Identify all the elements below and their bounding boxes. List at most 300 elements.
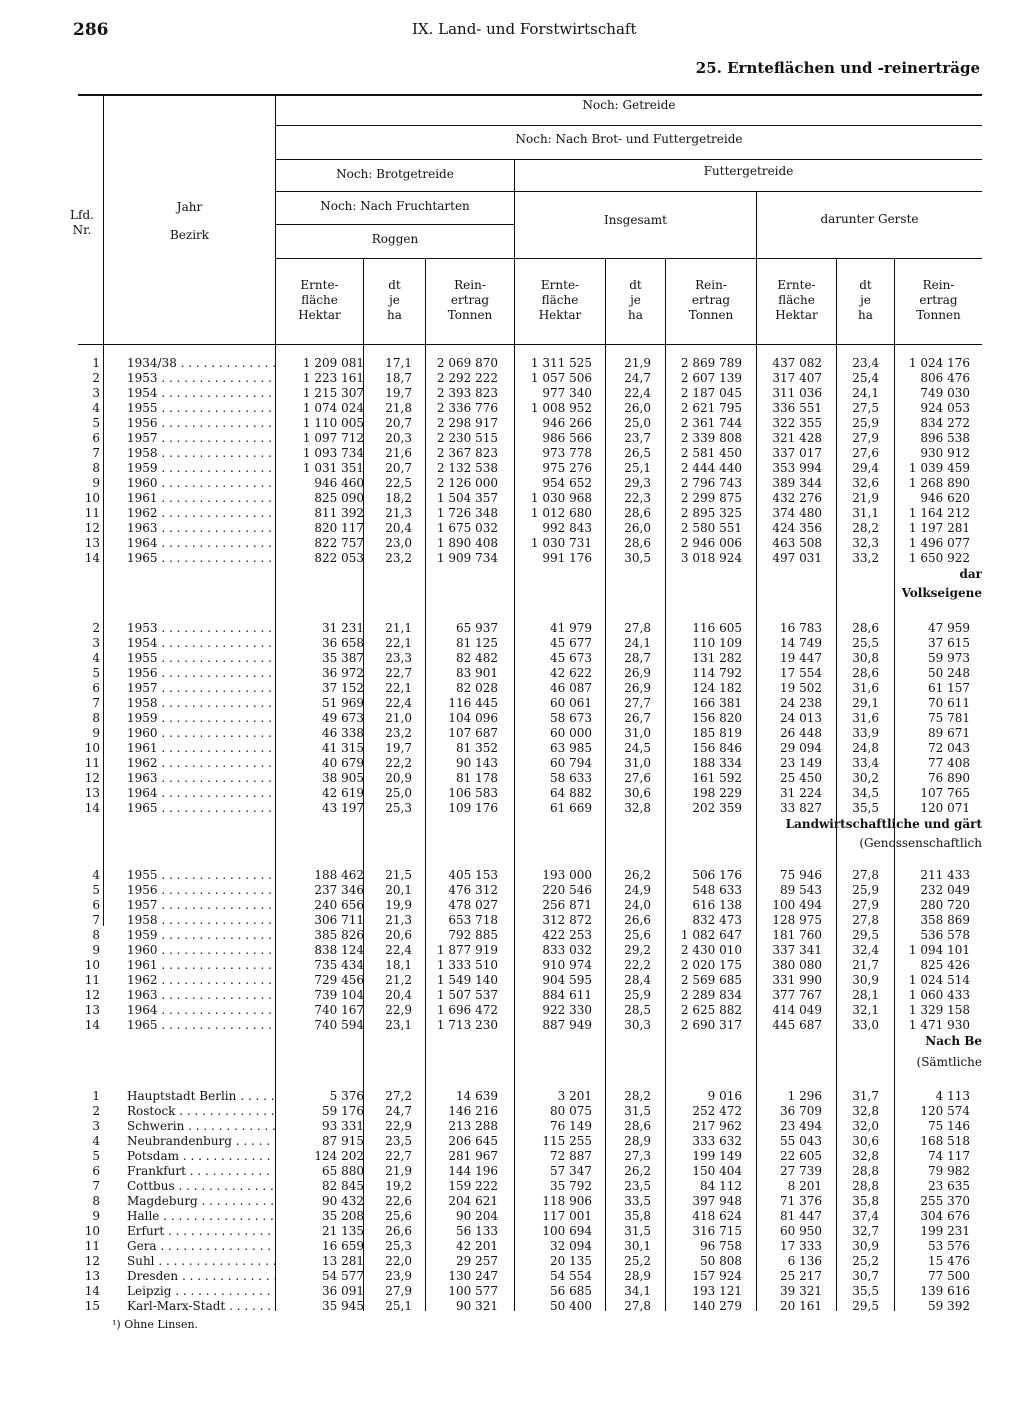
cell-gerste-dt: 28,2 xyxy=(852,521,879,535)
cell-lfd-nr: 4 xyxy=(92,651,100,665)
cell-lfd-nr: 2 xyxy=(92,1104,100,1118)
cell-gerste-dt: 32,8 xyxy=(852,1149,879,1163)
table-row xyxy=(0,446,1024,461)
cell-gerste-dt: 33,9 xyxy=(852,726,879,740)
table-row xyxy=(0,741,1024,756)
cell-roggen-ertrag: 1 726 348 xyxy=(436,506,498,520)
table-row xyxy=(0,1134,1024,1149)
cell-gerste-ertrag: 1 164 212 xyxy=(908,506,970,520)
cell-jahr-bezirk: 1956 . . . xyxy=(127,883,275,898)
cell-roggen-flaeche: 740 167 xyxy=(314,1003,364,1017)
cell-jahr-bezirk: Frankfurt . . . xyxy=(127,1164,275,1179)
cell-insgesamt-flaeche: 60 000 xyxy=(550,726,592,740)
cell-jahr-bezirk: 1956 . . . xyxy=(127,416,275,431)
table-row xyxy=(0,711,1024,726)
cell-jahr-bezirk: 1955 . . . xyxy=(127,868,275,883)
cell-jahr-bezirk: 1955 . . . xyxy=(127,401,275,416)
cell-insgesamt-dt: 26,2 xyxy=(624,1164,651,1178)
cell-gerste-flaeche: 337 341 xyxy=(772,943,822,957)
cell-lfd-nr: 14 xyxy=(84,1284,100,1298)
cell-jahr-bezirk: 1957 . . . xyxy=(127,431,275,446)
cell-roggen-dt: 18,2 xyxy=(385,491,412,505)
cell-gerste-dt: 34,5 xyxy=(852,786,879,800)
cell-roggen-ertrag: 1 549 140 xyxy=(436,973,498,987)
cell-roggen-dt: 20,4 xyxy=(385,521,412,535)
header-roggen: Roggen xyxy=(371,232,419,246)
cell-gerste-dt: 30,7 xyxy=(852,1269,879,1283)
cell-gerste-flaeche: 14 749 xyxy=(780,636,822,650)
cell-gerste-dt: 27,8 xyxy=(852,913,879,927)
cell-jahr-bezirk: 1957 . . . xyxy=(127,898,275,913)
cell-insgesamt-flaeche: 1 311 525 xyxy=(530,356,592,370)
cell-roggen-dt: 21,2 xyxy=(385,973,412,987)
table-row xyxy=(0,401,1024,416)
cell-lfd-nr: 13 xyxy=(84,1003,100,1017)
cell-gerste-dt: 24,1 xyxy=(852,386,879,400)
cell-jahr-bezirk: Magdeburg . . . xyxy=(127,1194,275,1209)
cell-insgesamt-dt: 30,6 xyxy=(624,786,651,800)
section-caption: dar xyxy=(959,567,982,581)
cell-insgesamt-flaeche: 60 794 xyxy=(550,756,592,770)
cell-gerste-flaeche: 353 994 xyxy=(772,461,822,475)
cell-insgesamt-dt: 26,0 xyxy=(624,401,651,415)
cell-roggen-flaeche: 1 031 351 xyxy=(302,461,364,475)
cell-insgesamt-flaeche: 975 276 xyxy=(542,461,592,475)
cell-roggen-ertrag: 82 028 xyxy=(456,681,498,695)
table-row xyxy=(0,1194,1024,1209)
cell-roggen-ertrag: 2 393 823 xyxy=(436,386,498,400)
cell-jahr-bezirk: Erfurt . . . xyxy=(127,1224,275,1239)
cell-insgesamt-ertrag: 9 016 xyxy=(707,1089,742,1103)
cell-insgesamt-dt: 34,1 xyxy=(624,1284,651,1298)
table-row xyxy=(0,551,1024,566)
cell-gerste-dt: 27,9 xyxy=(852,431,879,445)
cell-insgesamt-flaeche: 32 094 xyxy=(550,1239,592,1253)
cell-gerste-flaeche: 331 990 xyxy=(772,973,822,987)
table-row xyxy=(0,1209,1024,1224)
table-row xyxy=(0,973,1024,988)
cell-roggen-ertrag: 476 312 xyxy=(448,883,498,897)
cell-insgesamt-dt: 35,8 xyxy=(624,1209,651,1223)
table-row xyxy=(0,883,1024,898)
cell-insgesamt-dt: 28,5 xyxy=(624,1003,651,1017)
cell-insgesamt-dt: 27,7 xyxy=(624,696,651,710)
cell-roggen-ertrag: 1 890 408 xyxy=(436,536,498,550)
cell-insgesamt-flaeche: 46 087 xyxy=(550,681,592,695)
cell-roggen-dt: 18,1 xyxy=(385,958,412,972)
cell-lfd-nr: 12 xyxy=(84,521,100,535)
cell-roggen-dt: 19,7 xyxy=(385,386,412,400)
table-row xyxy=(0,681,1024,696)
cell-insgesamt-ertrag: 2 444 440 xyxy=(680,461,742,475)
cell-insgesamt-flaeche: 193 000 xyxy=(542,868,592,882)
cell-gerste-flaeche: 1 296 xyxy=(787,1089,822,1103)
cell-insgesamt-flaeche: 1 030 731 xyxy=(530,536,592,550)
cell-lfd-nr: 12 xyxy=(84,988,100,1002)
cell-insgesamt-dt: 28,9 xyxy=(624,1134,651,1148)
cell-insgesamt-ertrag: 96 758 xyxy=(700,1239,742,1253)
cell-insgesamt-ertrag: 161 592 xyxy=(692,771,742,785)
cell-gerste-ertrag: 924 053 xyxy=(920,401,970,415)
cell-lfd-nr: 6 xyxy=(92,1164,100,1178)
cell-gerste-ertrag: 358 869 xyxy=(920,913,970,927)
cell-gerste-flaeche: 31 224 xyxy=(780,786,822,800)
table-row xyxy=(0,913,1024,928)
cell-insgesamt-dt: 22,2 xyxy=(624,958,651,972)
table-row xyxy=(0,1284,1024,1299)
cell-roggen-flaeche: 21 135 xyxy=(322,1224,364,1238)
cell-lfd-nr: 9 xyxy=(92,1209,100,1223)
cell-insgesamt-ertrag: 506 176 xyxy=(692,868,742,882)
cell-lfd-nr: 5 xyxy=(92,883,100,897)
cell-gerste-dt: 32,1 xyxy=(852,1003,879,1017)
cell-gerste-flaeche: 437 082 xyxy=(772,356,822,370)
cell-insgesamt-dt: 27,3 xyxy=(624,1149,651,1163)
cell-roggen-flaeche: 42 619 xyxy=(322,786,364,800)
cell-insgesamt-dt: 27,6 xyxy=(624,771,651,785)
cell-jahr-bezirk: 1965 . . . xyxy=(127,801,275,816)
table-row xyxy=(0,1239,1024,1254)
table-row xyxy=(0,1149,1024,1164)
cell-insgesamt-ertrag: 2 569 685 xyxy=(680,973,742,987)
cell-roggen-flaeche: 65 880 xyxy=(322,1164,364,1178)
cell-lfd-nr: 9 xyxy=(92,476,100,490)
cell-gerste-dt: 32,4 xyxy=(852,943,879,957)
header-futtergetreide: Futtergetreide xyxy=(703,164,794,178)
header-lfd: Lfd. xyxy=(70,208,94,222)
cell-gerste-dt: 32,0 xyxy=(852,1119,879,1133)
cell-roggen-dt: 20,7 xyxy=(385,461,412,475)
cell-insgesamt-ertrag: 2 289 834 xyxy=(680,988,742,1002)
cell-insgesamt-flaeche: 220 546 xyxy=(542,883,592,897)
cell-gerste-ertrag: 1 039 459 xyxy=(908,461,970,475)
cell-gerste-ertrag: 70 611 xyxy=(928,696,970,710)
cell-roggen-ertrag: 1 333 510 xyxy=(436,958,498,972)
cell-jahr-bezirk: 1955 . . . xyxy=(127,651,275,666)
cell-insgesamt-dt: 24,0 xyxy=(624,898,651,912)
cell-insgesamt-ertrag: 116 605 xyxy=(692,621,742,635)
cell-roggen-flaeche: 87 915 xyxy=(322,1134,364,1148)
cell-roggen-flaeche: 729 456 xyxy=(314,973,364,987)
cell-roggen-ertrag: 14 639 xyxy=(456,1089,498,1103)
cell-roggen-ertrag: 130 247 xyxy=(448,1269,498,1283)
cell-lfd-nr: 5 xyxy=(92,416,100,430)
subhead-dt: dt je ha xyxy=(387,278,402,322)
cell-insgesamt-flaeche: 64 882 xyxy=(550,786,592,800)
cell-jahr-bezirk: 1960 . . . xyxy=(127,476,275,491)
cell-gerste-dt: 27,5 xyxy=(852,401,879,415)
cell-roggen-dt: 22,7 xyxy=(385,1149,412,1163)
cell-lfd-nr: 13 xyxy=(84,536,100,550)
cell-gerste-flaeche: 60 950 xyxy=(780,1224,822,1238)
cell-gerste-dt: 27,6 xyxy=(852,446,879,460)
cell-roggen-dt: 20,6 xyxy=(385,928,412,942)
header-noch-brotgetreide: Noch: Brotgetreide xyxy=(336,167,454,181)
table-row xyxy=(0,868,1024,883)
cell-insgesamt-dt: 29,2 xyxy=(624,943,651,957)
cell-roggen-dt: 23,5 xyxy=(385,1134,412,1148)
cell-lfd-nr: 10 xyxy=(84,491,100,505)
cell-insgesamt-flaeche: 61 669 xyxy=(550,801,592,815)
cell-gerste-ertrag: 749 030 xyxy=(920,386,970,400)
cell-jahr-bezirk: 1953 . . . xyxy=(127,371,275,386)
cell-jahr-bezirk: 1963 . . . xyxy=(127,521,275,536)
cell-roggen-flaeche: 16 659 xyxy=(322,1239,364,1253)
table-row xyxy=(0,696,1024,711)
cell-lfd-nr: 12 xyxy=(84,1254,100,1268)
cell-gerste-flaeche: 497 031 xyxy=(772,551,822,565)
cell-insgesamt-ertrag: 217 962 xyxy=(692,1119,742,1133)
cell-lfd-nr: 1 xyxy=(92,1089,100,1103)
cell-gerste-flaeche: 20 161 xyxy=(780,1299,822,1313)
header-rule xyxy=(276,125,982,126)
cell-jahr-bezirk: 1954 . . . xyxy=(127,636,275,651)
table-row xyxy=(0,1224,1024,1239)
cell-lfd-nr: 10 xyxy=(84,958,100,972)
top-rule xyxy=(78,94,982,96)
cell-roggen-ertrag: 109 176 xyxy=(448,801,498,815)
cell-roggen-dt: 23,2 xyxy=(385,551,412,565)
cell-lfd-nr: 3 xyxy=(92,636,100,650)
cell-insgesamt-ertrag: 2 299 875 xyxy=(680,491,742,505)
cell-insgesamt-dt: 26,2 xyxy=(624,868,651,882)
cell-insgesamt-ertrag: 3 018 924 xyxy=(680,551,742,565)
cell-insgesamt-flaeche: 991 176 xyxy=(542,551,592,565)
cell-insgesamt-flaeche: 1 030 968 xyxy=(530,491,592,505)
cell-lfd-nr: 5 xyxy=(92,1149,100,1163)
cell-roggen-ertrag: 144 196 xyxy=(448,1164,498,1178)
cell-roggen-ertrag: 2 367 823 xyxy=(436,446,498,460)
cell-roggen-dt: 21,8 xyxy=(385,401,412,415)
table-row xyxy=(0,1089,1024,1104)
cell-insgesamt-flaeche: 954 652 xyxy=(542,476,592,490)
cell-roggen-flaeche: 822 053 xyxy=(314,551,364,565)
cell-gerste-dt: 31,6 xyxy=(852,681,879,695)
table-row xyxy=(0,651,1024,666)
cell-roggen-ertrag: 213 288 xyxy=(448,1119,498,1133)
cell-insgesamt-ertrag: 131 282 xyxy=(692,651,742,665)
subhead-flaeche: Ernte- fläche Hektar xyxy=(298,278,341,322)
cell-roggen-flaeche: 740 594 xyxy=(314,1018,364,1032)
cell-lfd-nr: 7 xyxy=(92,913,100,927)
cell-lfd-nr: 14 xyxy=(84,801,100,815)
cell-insgesamt-ertrag: 193 121 xyxy=(692,1284,742,1298)
cell-insgesamt-flaeche: 115 255 xyxy=(542,1134,592,1148)
cell-roggen-ertrag: 1 713 230 xyxy=(436,1018,498,1032)
cell-gerste-ertrag: 120 071 xyxy=(920,801,970,815)
cell-roggen-flaeche: 59 176 xyxy=(322,1104,364,1118)
cell-gerste-flaeche: 75 946 xyxy=(780,868,822,882)
cell-lfd-nr: 14 xyxy=(84,1018,100,1032)
cell-insgesamt-ertrag: 2 946 006 xyxy=(680,536,742,550)
cell-insgesamt-dt: 26,0 xyxy=(624,521,651,535)
page-number: 286 xyxy=(73,20,109,40)
cell-roggen-dt: 22,1 xyxy=(385,636,412,650)
cell-gerste-flaeche: 336 551 xyxy=(772,401,822,415)
cell-roggen-dt: 23,0 xyxy=(385,536,412,550)
cell-gerste-ertrag: 75 781 xyxy=(928,711,970,725)
cell-insgesamt-flaeche: 56 685 xyxy=(550,1284,592,1298)
cell-insgesamt-dt: 30,1 xyxy=(624,1239,651,1253)
cell-insgesamt-dt: 29,3 xyxy=(624,476,651,490)
cell-insgesamt-flaeche: 80 075 xyxy=(550,1104,592,1118)
cell-gerste-ertrag: 72 043 xyxy=(928,741,970,755)
cell-insgesamt-flaeche: 63 985 xyxy=(550,741,592,755)
cell-gerste-flaeche: 19 447 xyxy=(780,651,822,665)
cell-insgesamt-flaeche: 45 677 xyxy=(550,636,592,650)
cell-roggen-ertrag: 2 126 000 xyxy=(436,476,498,490)
cell-roggen-ertrag: 106 583 xyxy=(448,786,498,800)
cell-insgesamt-flaeche: 1 012 680 xyxy=(530,506,592,520)
cell-roggen-dt: 27,2 xyxy=(385,1089,412,1103)
cell-lfd-nr: 3 xyxy=(92,386,100,400)
table-row xyxy=(0,1119,1024,1134)
cell-gerste-flaeche: 380 080 xyxy=(772,958,822,972)
cell-insgesamt-ertrag: 397 948 xyxy=(692,1194,742,1208)
cell-gerste-dt: 33,4 xyxy=(852,756,879,770)
cell-insgesamt-ertrag: 2 430 010 xyxy=(680,943,742,957)
cell-roggen-flaeche: 838 124 xyxy=(314,943,364,957)
cell-insgesamt-flaeche: 100 694 xyxy=(542,1224,592,1238)
cell-gerste-flaeche: 24 013 xyxy=(780,711,822,725)
cell-gerste-dt: 28,8 xyxy=(852,1179,879,1193)
cell-gerste-ertrag: 4 113 xyxy=(935,1089,970,1103)
cell-roggen-ertrag: 81 125 xyxy=(456,636,498,650)
cell-roggen-dt: 21,0 xyxy=(385,711,412,725)
cell-roggen-flaeche: 5 376 xyxy=(329,1089,364,1103)
cell-roggen-flaeche: 811 392 xyxy=(314,506,364,520)
cell-jahr-bezirk: Rostock . . . xyxy=(127,1104,275,1119)
cell-insgesamt-ertrag: 2 580 551 xyxy=(680,521,742,535)
cell-jahr-bezirk: 1956 . . . xyxy=(127,666,275,681)
cell-insgesamt-dt: 25,9 xyxy=(624,988,651,1002)
cell-insgesamt-flaeche: 986 566 xyxy=(542,431,592,445)
table-row xyxy=(0,1018,1024,1033)
cell-jahr-bezirk: 1965 . . . xyxy=(127,1018,275,1033)
cell-roggen-dt: 22,7 xyxy=(385,666,412,680)
cell-roggen-dt: 24,7 xyxy=(385,1104,412,1118)
table-row xyxy=(0,1269,1024,1284)
cell-roggen-dt: 25,6 xyxy=(385,1209,412,1223)
cell-roggen-ertrag: 100 577 xyxy=(448,1284,498,1298)
subhead-dt: dt je ha xyxy=(628,278,643,322)
table-row xyxy=(0,1164,1024,1179)
cell-gerste-dt: 28,6 xyxy=(852,666,879,680)
cell-roggen-dt: 20,9 xyxy=(385,771,412,785)
cell-insgesamt-flaeche: 20 135 xyxy=(550,1254,592,1268)
cell-gerste-flaeche: 81 447 xyxy=(780,1209,822,1223)
subhead-flaeche: Ernte- fläche Hektar xyxy=(775,278,818,322)
table-row xyxy=(0,431,1024,446)
cell-lfd-nr: 11 xyxy=(84,506,100,520)
cell-roggen-dt: 21,3 xyxy=(385,913,412,927)
cell-gerste-ertrag: 61 157 xyxy=(928,681,970,695)
cell-insgesamt-flaeche: 35 792 xyxy=(550,1179,592,1193)
cell-insgesamt-flaeche: 904 595 xyxy=(542,973,592,987)
cell-roggen-flaeche: 35 945 xyxy=(322,1299,364,1313)
cell-roggen-dt: 23,2 xyxy=(385,726,412,740)
cell-gerste-dt: 35,5 xyxy=(852,1284,879,1298)
cell-insgesamt-ertrag: 616 138 xyxy=(692,898,742,912)
cell-insgesamt-flaeche: 3 201 xyxy=(557,1089,592,1103)
cell-gerste-dt: 35,5 xyxy=(852,801,879,815)
header-rule xyxy=(276,224,514,225)
cell-gerste-flaeche: 6 136 xyxy=(787,1254,822,1268)
cell-jahr-bezirk: 1959 . . . xyxy=(127,711,275,726)
cell-gerste-ertrag: 75 146 xyxy=(928,1119,970,1133)
cell-gerste-dt: 23,4 xyxy=(852,356,879,370)
cell-gerste-ertrag: 1 197 281 xyxy=(908,521,970,535)
cell-insgesamt-ertrag: 2 869 789 xyxy=(680,356,742,370)
cell-roggen-dt: 19,7 xyxy=(385,741,412,755)
cell-roggen-ertrag: 2 132 538 xyxy=(436,461,498,475)
cell-jahr-bezirk: 1959 . . . xyxy=(127,928,275,943)
cell-lfd-nr: 7 xyxy=(92,696,100,710)
cell-roggen-ertrag: 107 687 xyxy=(448,726,498,740)
cell-insgesamt-ertrag: 2 581 450 xyxy=(680,446,742,460)
cell-jahr-bezirk: Schwerin . . . xyxy=(127,1119,275,1134)
cell-insgesamt-dt: 26,5 xyxy=(624,446,651,460)
cell-gerste-dt: 27,8 xyxy=(852,868,879,882)
table-row xyxy=(0,491,1024,506)
cell-insgesamt-flaeche: 42 622 xyxy=(550,666,592,680)
table-row xyxy=(0,621,1024,636)
cell-roggen-ertrag: 2 292 222 xyxy=(436,371,498,385)
cell-roggen-dt: 25,1 xyxy=(385,1299,412,1313)
cell-gerste-flaeche: 71 376 xyxy=(780,1194,822,1208)
table-row xyxy=(0,801,1024,816)
cell-insgesamt-flaeche: 58 633 xyxy=(550,771,592,785)
cell-gerste-dt: 29,4 xyxy=(852,461,879,475)
cell-roggen-flaeche: 1 093 734 xyxy=(302,446,364,460)
cell-insgesamt-ertrag: 2 187 045 xyxy=(680,386,742,400)
cell-gerste-ertrag: 946 620 xyxy=(920,491,970,505)
cell-gerste-ertrag: 168 518 xyxy=(920,1134,970,1148)
cell-insgesamt-dt: 24,9 xyxy=(624,883,651,897)
cell-roggen-ertrag: 281 967 xyxy=(448,1149,498,1163)
cell-insgesamt-ertrag: 110 109 xyxy=(692,636,742,650)
cell-jahr-bezirk: 1962 . . . xyxy=(127,506,275,521)
cell-insgesamt-dt: 28,9 xyxy=(624,1269,651,1283)
cell-roggen-dt: 23,1 xyxy=(385,1018,412,1032)
cell-roggen-dt: 22,5 xyxy=(385,476,412,490)
header-bottom-rule xyxy=(78,344,982,345)
cell-roggen-ertrag: 56 133 xyxy=(456,1224,498,1238)
cell-insgesamt-dt: 27,8 xyxy=(624,621,651,635)
cell-lfd-nr: 13 xyxy=(84,786,100,800)
cell-insgesamt-dt: 31,5 xyxy=(624,1104,651,1118)
cell-gerste-flaeche: 22 605 xyxy=(780,1149,822,1163)
cell-gerste-flaeche: 23 494 xyxy=(780,1119,822,1133)
table-row xyxy=(0,898,1024,913)
cell-roggen-ertrag: 104 096 xyxy=(448,711,498,725)
cell-insgesamt-dt: 22,4 xyxy=(624,386,651,400)
cell-insgesamt-ertrag: 2 621 795 xyxy=(680,401,742,415)
cell-insgesamt-dt: 33,5 xyxy=(624,1194,651,1208)
subhead-dt: dt je ha xyxy=(858,278,873,322)
cell-roggen-flaeche: 40 679 xyxy=(322,756,364,770)
cell-roggen-flaeche: 37 152 xyxy=(322,681,364,695)
cell-jahr-bezirk: 1962 . . . xyxy=(127,756,275,771)
cell-roggen-ertrag: 478 027 xyxy=(448,898,498,912)
cell-gerste-ertrag: 255 370 xyxy=(920,1194,970,1208)
cell-gerste-ertrag: 1 024 514 xyxy=(908,973,970,987)
cell-insgesamt-ertrag: 2 895 325 xyxy=(680,506,742,520)
cell-roggen-ertrag: 65 937 xyxy=(456,621,498,635)
cell-insgesamt-dt: 28,7 xyxy=(624,651,651,665)
cell-insgesamt-ertrag: 548 633 xyxy=(692,883,742,897)
cell-roggen-ertrag: 90 321 xyxy=(456,1299,498,1313)
